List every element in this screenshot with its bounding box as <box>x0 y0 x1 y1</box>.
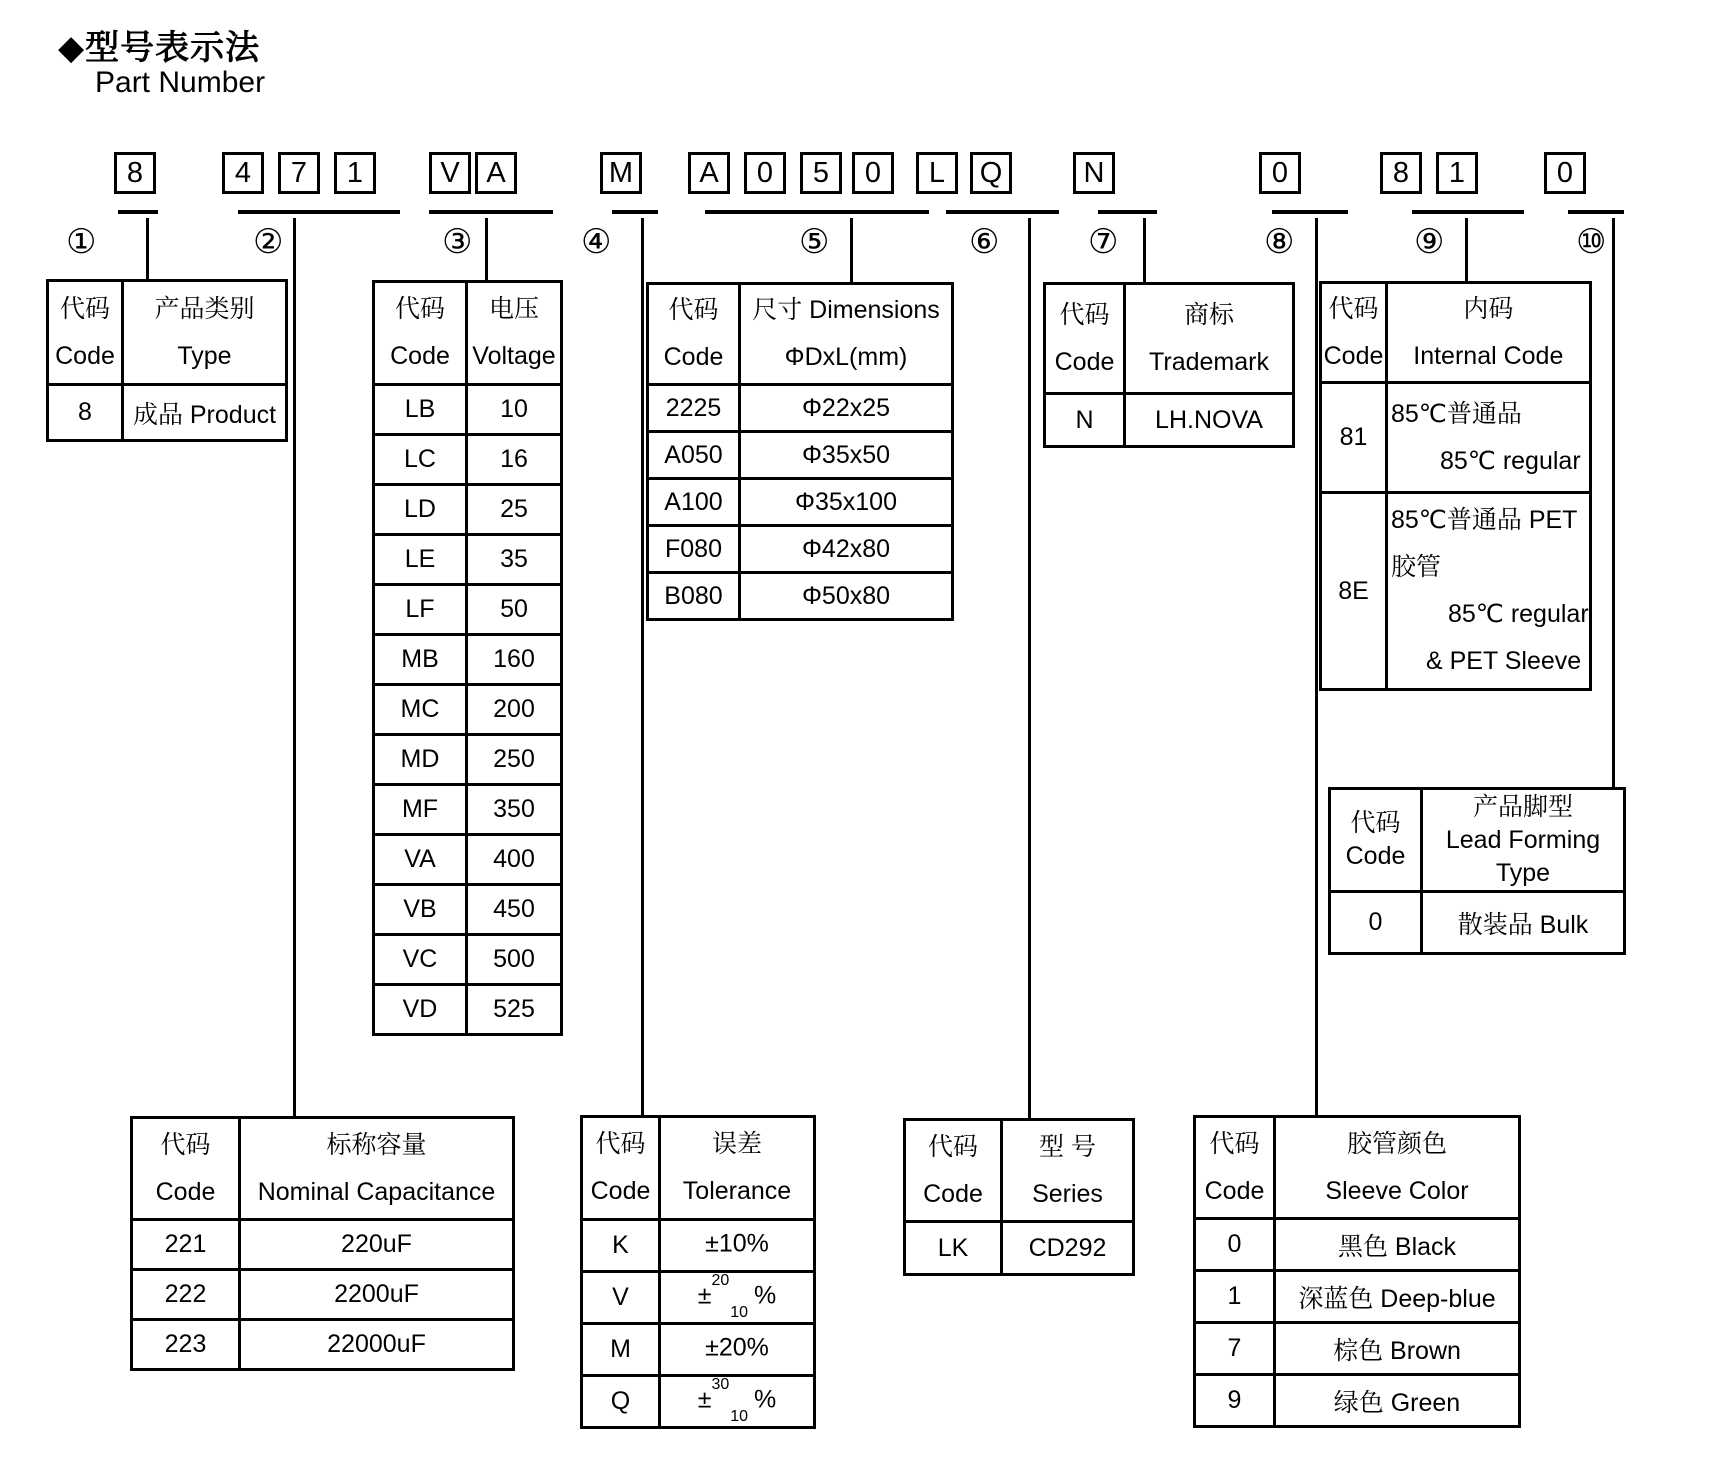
column-header: 标称容量 Nominal Capacitance <box>240 1118 514 1220</box>
part-number-char: 0 <box>852 152 894 194</box>
group-number-9: ⑨ <box>1414 223 1445 261</box>
part-number-char: V <box>429 152 471 194</box>
product-type-table <box>46 279 288 442</box>
group-number-8: ⑧ <box>1264 223 1295 261</box>
column-header: 代码 Code <box>1045 284 1125 394</box>
value-cell: ±10% <box>660 1220 815 1272</box>
value-cell: LH.NOVA <box>1125 394 1294 447</box>
group-number-5: ⑤ <box>799 223 830 261</box>
code-cell: 1 <box>1195 1271 1275 1323</box>
group-underline <box>238 210 400 214</box>
value-cell: 400 <box>467 835 562 885</box>
column-header: 误差 Tolerance <box>660 1117 815 1220</box>
value-cell: 160 <box>467 635 562 685</box>
code-cell: LF <box>374 585 467 635</box>
code-cell: MD <box>374 735 467 785</box>
column-header: 产品类别 Type <box>123 281 287 385</box>
value-cell: 85℃普通品 PET 胶管 85℃ regular & PET Sleeve <box>1387 493 1591 690</box>
table-row <box>582 1220 815 1272</box>
connector-line <box>641 218 644 1115</box>
part-number-char: A <box>688 152 730 194</box>
code-cell: 2225 <box>648 385 740 432</box>
group-number-7: ⑦ <box>1088 223 1119 261</box>
column-header: 代码 Code <box>1321 283 1387 383</box>
part-number-char: 8 <box>1380 152 1422 194</box>
table-row <box>648 526 953 573</box>
code-cell: VD <box>374 985 467 1035</box>
value-cell: Φ42x80 <box>740 526 953 573</box>
part-number-char: M <box>600 152 642 194</box>
group-number-6: ⑥ <box>969 223 1000 261</box>
series-table <box>903 1118 1135 1276</box>
group-number-3: ③ <box>442 223 473 261</box>
code-cell: N <box>1045 394 1125 447</box>
part-number-char: 1 <box>334 152 376 194</box>
part-number-char: L <box>916 152 958 194</box>
column-header: 内码 Internal Code <box>1387 283 1591 383</box>
code-cell: A050 <box>648 432 740 479</box>
connector-line <box>293 218 296 1116</box>
connector-line <box>1465 218 1468 281</box>
internal-code-table <box>1319 281 1592 691</box>
capacitance-table <box>130 1116 515 1371</box>
table-row <box>1195 1271 1520 1323</box>
value-cell: 棕色 Brown <box>1275 1323 1520 1375</box>
table-row <box>582 1272 815 1324</box>
column-header: 电压 Voltage <box>467 282 562 385</box>
part-number-char: Q <box>970 152 1012 194</box>
column-header: 型 号 Series <box>1002 1120 1134 1222</box>
part-number-char: 0 <box>744 152 786 194</box>
connector-line <box>1028 218 1031 1118</box>
code-cell: 222 <box>132 1270 240 1320</box>
sleeve-color-table <box>1193 1115 1521 1428</box>
value-cell: 散装品 Bulk <box>1422 892 1625 954</box>
value-cell: 22000uF <box>240 1320 514 1370</box>
value-cell: 450 <box>467 885 562 935</box>
part-number-char: 0 <box>1544 152 1586 194</box>
table-row <box>1195 1323 1520 1375</box>
value-cell: Φ22x25 <box>740 385 953 432</box>
code-cell: A100 <box>648 479 740 526</box>
column-header: 代码 Code <box>905 1120 1002 1222</box>
table-row <box>132 1270 514 1320</box>
value-cell: 200 <box>467 685 562 735</box>
table-row <box>374 885 562 935</box>
part-number-char: 8 <box>114 152 156 194</box>
column-header: 代码 Code <box>132 1118 240 1220</box>
part-number-char: 7 <box>278 152 320 194</box>
value-cell: 成品 Product <box>123 385 287 441</box>
code-cell: LB <box>374 385 467 435</box>
table-row <box>374 785 562 835</box>
code-cell: LE <box>374 535 467 585</box>
table-row <box>374 685 562 735</box>
code-cell: 9 <box>1195 1375 1275 1427</box>
table-row <box>1195 1375 1520 1427</box>
value-cell: 黑色 Black <box>1275 1219 1520 1271</box>
group-underline <box>1568 210 1624 214</box>
column-header: 商标 Trademark <box>1125 284 1294 394</box>
group-underline <box>1098 210 1157 214</box>
table-row <box>1321 383 1591 493</box>
value-cell: 25 <box>467 485 562 535</box>
table-row <box>374 835 562 885</box>
code-cell: LD <box>374 485 467 535</box>
group-underline <box>705 210 929 214</box>
value-cell: Φ50x80 <box>740 573 953 620</box>
table-row <box>648 385 953 432</box>
connector-line <box>850 218 853 282</box>
code-cell: 7 <box>1195 1323 1275 1375</box>
code-cell: V <box>582 1272 660 1324</box>
value-cell: ±20% <box>660 1324 815 1376</box>
value-cell: 525 <box>467 985 562 1035</box>
code-cell: 223 <box>132 1320 240 1370</box>
value-cell: ±$^{20}_{10}$ % <box>660 1272 815 1324</box>
table-row <box>1045 394 1294 447</box>
code-cell: LC <box>374 435 467 485</box>
column-header: 代码 Code <box>648 284 740 385</box>
page-title-en: Part Number <box>95 66 266 99</box>
code-cell: 0 <box>1330 892 1422 954</box>
code-cell: 8 <box>48 385 123 441</box>
code-cell: 81 <box>1321 383 1387 493</box>
code-cell: VB <box>374 885 467 935</box>
table-row <box>132 1320 514 1370</box>
part-number-char: 4 <box>222 152 264 194</box>
value-cell: 500 <box>467 935 562 985</box>
table-row <box>648 432 953 479</box>
value-cell: ±$^{30}_{10}$ % <box>660 1376 815 1428</box>
part-number-char: 1 <box>1436 152 1478 194</box>
connector-line <box>485 218 488 280</box>
table-row <box>648 573 953 620</box>
column-header: 代码 Code <box>1330 789 1422 892</box>
code-cell: 0 <box>1195 1219 1275 1271</box>
code-cell: MB <box>374 635 467 685</box>
voltage-table <box>372 280 563 1036</box>
part-number-char: 0 <box>1259 152 1301 194</box>
table-row <box>48 385 287 441</box>
table-row <box>374 385 562 435</box>
table-row <box>374 635 562 685</box>
group-underline <box>946 210 1059 214</box>
group-number-10: ⑩ <box>1576 223 1607 261</box>
part-number-char: 5 <box>800 152 842 194</box>
connector-line <box>1143 218 1146 282</box>
value-cell: 深蓝色 Deep-blue <box>1275 1271 1520 1323</box>
table-row <box>905 1222 1134 1275</box>
value-cell: 250 <box>467 735 562 785</box>
value-cell: Φ35x50 <box>740 432 953 479</box>
value-cell: 350 <box>467 785 562 835</box>
value-cell: Φ35x100 <box>740 479 953 526</box>
group-underline <box>1412 210 1524 214</box>
group-number-2: ② <box>253 223 284 261</box>
code-cell: F080 <box>648 526 740 573</box>
group-underline <box>1272 210 1348 214</box>
column-header: 代码 Code <box>1195 1117 1275 1219</box>
code-cell: K <box>582 1220 660 1272</box>
column-header: 产品脚型 Lead Forming Type <box>1422 789 1625 892</box>
part-number-char: N <box>1073 152 1115 194</box>
dimensions-table <box>646 282 954 621</box>
column-header: 胶管颜色 Sleeve Color <box>1275 1117 1520 1219</box>
value-cell: 10 <box>467 385 562 435</box>
lead-forming-table <box>1328 787 1626 955</box>
group-underline <box>429 210 553 214</box>
table-row <box>374 735 562 785</box>
value-cell: 2200uF <box>240 1270 514 1320</box>
value-cell: 85℃普通品 85℃ regular <box>1387 383 1591 493</box>
group-number-1: ① <box>66 223 97 261</box>
code-cell: Q <box>582 1376 660 1428</box>
code-cell: MC <box>374 685 467 735</box>
code-cell: VA <box>374 835 467 885</box>
value-cell: 16 <box>467 435 562 485</box>
value-cell: 50 <box>467 585 562 635</box>
code-cell: M <box>582 1324 660 1376</box>
value-cell: 绿色 Green <box>1275 1375 1520 1427</box>
code-cell: 8E <box>1321 493 1387 690</box>
column-header: 代码 Code <box>374 282 467 385</box>
value-cell: 220uF <box>240 1220 514 1270</box>
code-cell: MF <box>374 785 467 835</box>
connector-line <box>1612 218 1615 787</box>
table-row <box>374 435 562 485</box>
code-cell: 221 <box>132 1220 240 1270</box>
code-cell: VC <box>374 935 467 985</box>
connector-line <box>1315 218 1318 1115</box>
column-header: 代码 Code <box>582 1117 660 1220</box>
value-cell: 35 <box>467 535 562 585</box>
group-underline <box>612 210 658 214</box>
column-header: 尺寸 Dimensions ΦDxL(mm) <box>740 284 953 385</box>
table-row <box>374 985 562 1035</box>
part-number-char: A <box>475 152 517 194</box>
code-cell: LK <box>905 1222 1002 1275</box>
table-row <box>374 585 562 635</box>
tolerance-table <box>580 1115 816 1429</box>
table-row <box>1195 1219 1520 1271</box>
table-row <box>1330 892 1625 954</box>
value-cell: CD292 <box>1002 1222 1134 1275</box>
trademark-table <box>1043 282 1295 448</box>
table-row <box>374 535 562 585</box>
page-title: ◆型号表示法 <box>58 29 261 67</box>
connector-line <box>146 218 149 279</box>
table-row <box>582 1324 815 1376</box>
group-number-4: ④ <box>581 223 612 261</box>
column-header: 代码 Code <box>48 281 123 385</box>
table-row <box>582 1376 815 1428</box>
table-row <box>1321 493 1591 690</box>
table-row <box>374 485 562 535</box>
table-row <box>374 935 562 985</box>
table-row <box>648 479 953 526</box>
group-underline <box>118 210 158 214</box>
table-row <box>132 1220 514 1270</box>
code-cell: B080 <box>648 573 740 620</box>
